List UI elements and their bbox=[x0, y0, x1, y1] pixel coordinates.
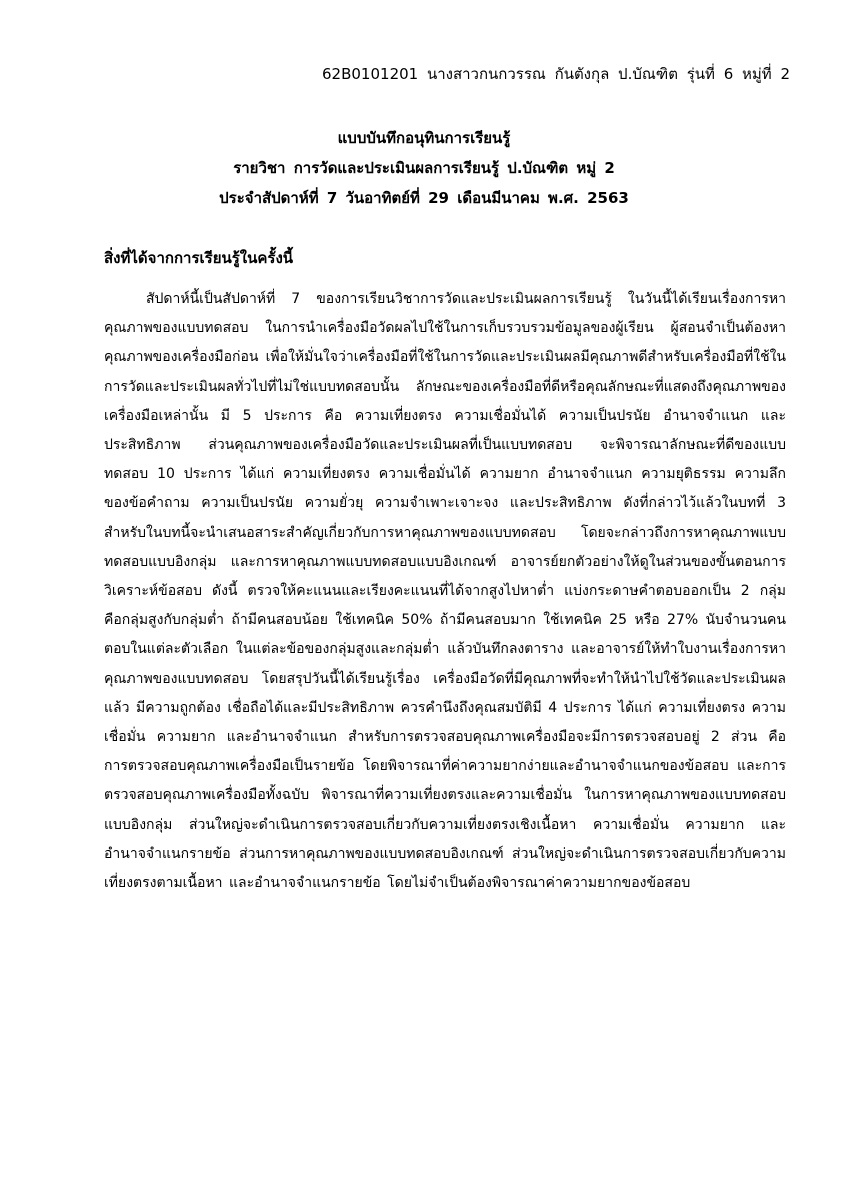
section-heading: สิ่งที่ได้จากการเรียนรู้ในครั้งนี้ bbox=[104, 249, 294, 267]
title-block bbox=[0, 123, 848, 213]
week-date-title: ประจำสัปดาห์ที่ 7 วันอาทิตย์ที่ 29 เดือนมีนาคม พ.ศ. 2563 bbox=[219, 189, 629, 207]
course-title: รายวิชา การวัดและประเมินผลการเรียนรู้ ป.บัณฑิต หมู่ 2 bbox=[233, 159, 615, 177]
body-paragraph: สัปดาห์นี้เป็นสัปดาห์ที่ 7 ของการเรียนวิชาการวัดและประเมินผลการเรียนรู้ ในวันนี้ได้เรียนเรื่องการหาคุณภาพของแบบทดสอบ ในการนำเครื่องมือวัดผลไปใช้ในการเก็บรวบรวมข้อมูลของผู้เรียน ผู้สอนจำเป็นต้องหาคุณภาพของเครื่องมือก่อน เพื่อให้มั่นใจว่าเครื่องมือที่ใช้ในการวัดและประเมินผลมีคุณภาพดีสำหรับเครื่องมือที่ใช้ในการวัดและประเมินผลทั่วไปที่ไม่ใช่แบบทดสอบนั้น ลักษณะของเครื่องมือที่ดีหรือคุณลักษณะที่แสดงถึงคุณภาพของเครื่องมือเหล่านั้น มี 5 ประการ คือ ความเที่ยงตรง ความเชื่อมั่นได้ ความเป็นปรนัย อำนาจจำแนก และประสิทธิภาพ ส่วนคุณภาพของเครื่องมือวัดและประเมินผลที่เป็นแบบทดสอบ จะพิจารณาลักษณะที่ดีของแบบทดสอบ 10 ประการ ได้แก่ ความเที่ยงตรง ความเชื่อมั่นได้ ความยาก อำนาจจำแนก ความยุติธรรม ความลึกของข้อคำถาม ความเป็นปรนัย ความยั่วยุ ความจำเพาะเจาะจง และประสิทธิภาพ ดังที่กล่าวไว้แล้วในบทที่ 3 สำหรับในบทนี้จะนำเสนอสาระสำคัญเกี่ยวกับการหาคุณภาพของแบบทดสอบ โดยจะกล่าวถึงการหาคุณภาพแบบทดสอบแบบอิงกลุ่ม และการหาคุณภาพแบบทดสอบแบบอิงเกณฑ์ อาจารย์ยกตัวอย่างให้ดูในส่วนของขั้นตอนการวิเคราะห์ข้อสอบ ดังนี้ ตรวจให้คะแนนและเรียงคะแนนที่ได้จากสูงไปหาต่ำ แบ่งกระดาษคำตอบออกเป็น 2 กลุ่ม คือกลุ่มสูงกับกลุ่มต่ำ ถ้ามีคนสอบน้อย ใช้เทคนิค 50% ถ้ามีคนสอบมาก ใช้เทคนิค 25 หรือ 27% นับจำนวนคนตอบในแต่ละตัวเลือก ในแต่ละข้อของกลุ่มสูงและกลุ่มต่ำ แล้วบันทึกลงตาราง และอาจารย์ให้ทำใบงานเรื่องการหาคุณภาพของแบบทดสอบ โดยสรุปวันนี้ได้เรียนรู้เรื่อง เครื่องมือวัดที่มีคุณภาพที่จะทำให้นำไปใช้วัดและประเมินผลแล้ว มีความถูกต้อง เชื่อถือได้และมีประสิทธิภาพ ควรคำนึงถึงคุณสมบัติมี 4 ประการ ได้แก่ ความเที่ยงตรง ความเชื่อมั่น ความยาก และอำนาจจำแนก สำหรับการตรวจสอบคุณภาพเครื่องมือจะมีการตรวจสอบอยู่ 2 ส่วน คือ การตรวจสอบคุณภาพเครื่องมือเป็นรายข้อ โดยพิจารณาที่ค่าความยากง่ายและอำนาจจำแนกของข้อสอบ และการตรวจสอบคุณภาพเครื่องมือทั้งฉบับ พิจารณาที่ความเที่ยงตรงและความเชื่อมั่น ในการหาคุณภาพของแบบทดสอบแบบอิงกลุ่ม ส่วนใหญ่จะดำเนินการตรวจสอบเกี่ยวกับความเที่ยงตรงเชิงเนื้อหา ความเชื่อมั่น ความยาก และอำนาจจำแนกรายข้อ ส่วนการหาคุณภาพของแบบทดสอบอิงเกณฑ์ ส่วนใหญ่จะดำเนินการตรวจสอบเกี่ยวกับความเที่ยงตรงตามเนื้อหา และอำนาจจำแนกรายข้อ โดยไม่จำเป็นต้องพิจารณาค่าความยากของข้อสอบ bbox=[104, 291, 786, 892]
form-title: แบบบันทึกอนุทินการเรียนรู้ bbox=[337, 129, 511, 147]
student-info-header: 62B0101201 นางสาวกนกวรรณ กันตังกุล ป.บัณฑิต รุ่นที่ 6 หมู่ที่ 2 bbox=[322, 65, 790, 83]
